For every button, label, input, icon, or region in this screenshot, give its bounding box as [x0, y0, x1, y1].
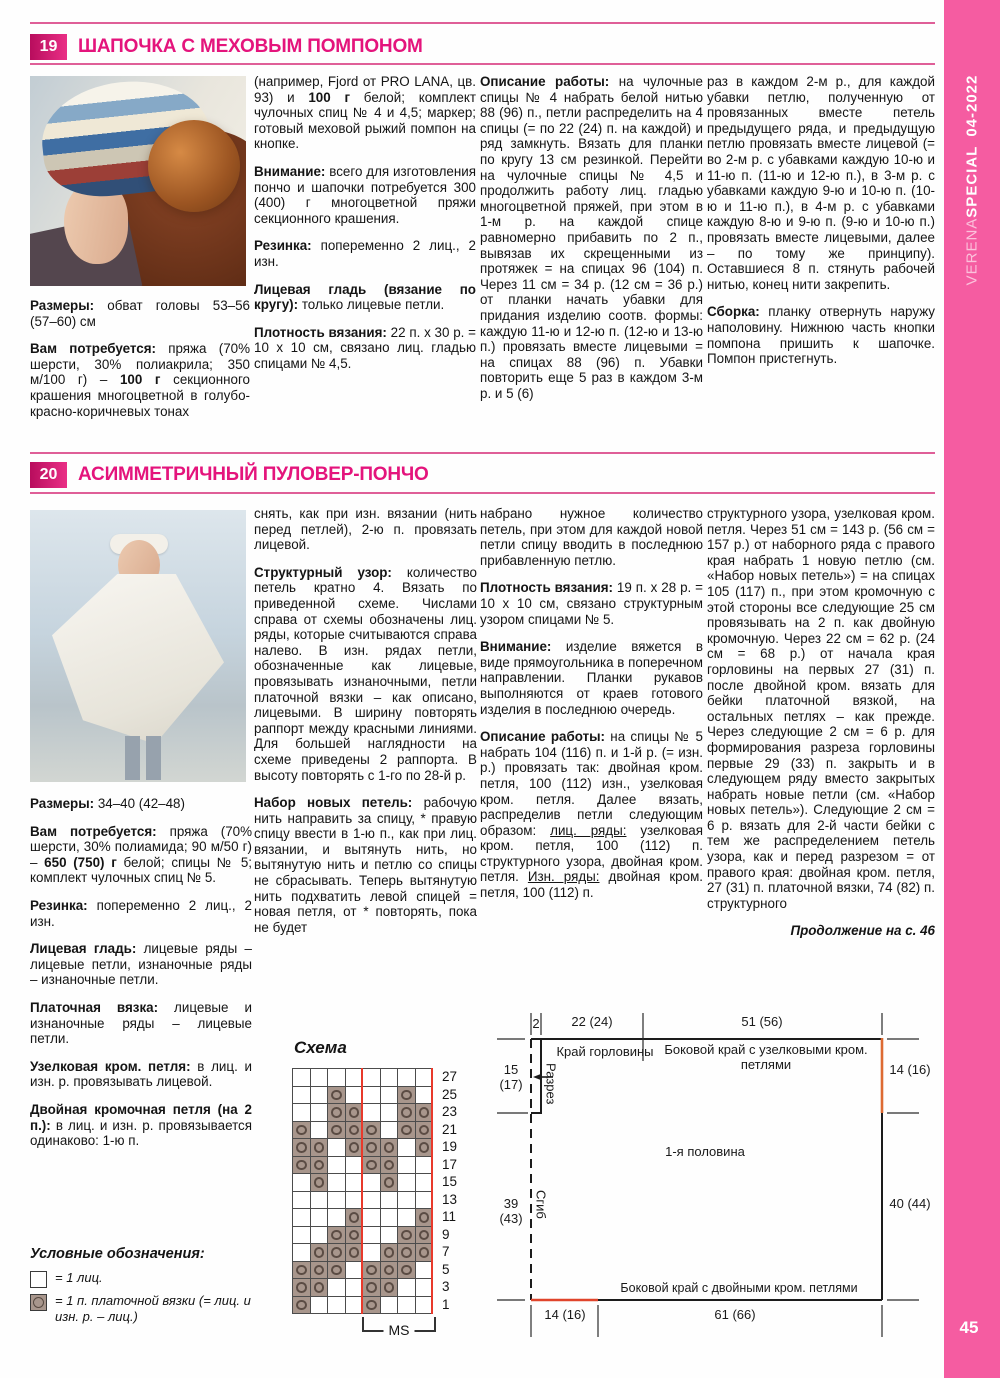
chart-row-number: 5: [442, 1261, 450, 1277]
chart-cell-knit: [415, 1191, 433, 1209]
chart-cell-garter: [415, 1138, 433, 1156]
white-poncho: [52, 574, 224, 744]
chart-cell-garter: [327, 1261, 345, 1279]
chart-cell-knit: [397, 1278, 415, 1296]
chart-cell-garter: [345, 1138, 363, 1156]
chart-cell-knit: [310, 1086, 328, 1104]
measure-top-right: 51 (56): [741, 1014, 783, 1029]
chart-row-number: 9: [442, 1226, 450, 1242]
chart-cell-knit: [362, 1191, 380, 1209]
pattern-19-badge: [30, 34, 67, 60]
slit-label: Разрез: [543, 1063, 559, 1105]
text-column-1: [30, 796, 252, 1161]
paragraph: Сборка: планку отвернуть наружу наполовину. Нижнюю часть кнопки помпона пришить к шапочке. Помпон пристегнуть.: [707, 304, 935, 367]
chart-cell-knit: [415, 1068, 433, 1086]
paragraph: снять, как при изн. вязании (нить перед петлей), 2-ю п. провязать лицевой.: [254, 506, 477, 553]
chart-cell-knit: [362, 1226, 380, 1244]
paragraph: Внимание: всего для изготовления пончо и шапочки потребуется 300 (400) г многоцветной пряжи секционного крашения.: [254, 163, 476, 226]
model-leg: [125, 736, 140, 780]
chart-row-number: 13: [442, 1191, 458, 1207]
chart-cell-garter: [380, 1173, 398, 1191]
legend-heading: Условные обозначения:: [30, 1246, 205, 1262]
chart-cell-knit: [380, 1191, 398, 1209]
header-rule-top: [30, 22, 935, 24]
chart-cell-garter: [362, 1278, 380, 1296]
chart-cell-garter: [292, 1261, 310, 1279]
brand-verena: VERENA: [963, 217, 981, 286]
brand-special: SPECIAL: [963, 145, 981, 218]
text-column-1: [30, 298, 250, 431]
chart-cell-knit: [292, 1086, 310, 1104]
chart-cell-garter: [397, 1226, 415, 1244]
measure-right-bottom: 40 (44): [889, 1196, 931, 1211]
paragraph: Двойная кромочная петля (на 2 п.): в лиц. и изн. р. провязывается одинаково: 1-ю п.: [30, 1101, 252, 1149]
chart-cell-knit: [327, 1296, 345, 1314]
chart-cell-knit: [362, 1103, 380, 1121]
paragraph: Внимание: изделие вяжется в виде прямоугольника в поперечном направлении. Планки рукавов выполняются от краев готового изделия в последнюю очередь.: [480, 639, 704, 717]
paragraph: Вам потребуется: пряжа (70% шерсти, 30% полиамида; 90 м/50 г) – 650 (750) г белой; спицы № 5; комплект чулочных спиц № 5.: [30, 823, 252, 886]
chart-cell-knit: [292, 1243, 310, 1261]
chart-cell-garter: [345, 1243, 363, 1261]
chart-row-number: 17: [442, 1156, 458, 1172]
chart-cell-knit: [292, 1191, 310, 1209]
knit-square-icon: [30, 1271, 47, 1288]
chart-row-number: 3: [442, 1279, 450, 1294]
chart-cell-garter: [415, 1208, 433, 1226]
chart-cell-garter: [362, 1156, 380, 1174]
header-rule-bottom: [30, 492, 935, 494]
chart-cell-garter: [380, 1156, 398, 1174]
chart-cell-garter: [362, 1121, 380, 1139]
chart-cell-garter: [380, 1138, 398, 1156]
knitting-chart: [292, 1038, 492, 1368]
chart-cell-garter: [380, 1243, 398, 1261]
paragraph: раз в каждом 2-м р., для каждой убавки петлю, полученную от провязанных вместе петель предыдущего ряда, и предыдущую петлю провязать вместе лицевой (= во 2-м р. с убавками каждую 10-ю и 11-ю п. (11-ю и 12-ю п.), в 3-м р. с убавками каждую 9-ю и 10-ю п. (10-ю и 11-ю п.), в 4-м р. с убавками каждую 8-ю и 9-ю п. (9-ю и 10-ю п.) провязать вместе лицевыми, далее – по тому же принципу). Оставшиеся 8 п. стянуть рабочей нитью, конец нити закрепить.: [707, 74, 935, 292]
text-column-3: [480, 506, 703, 913]
construction-schematic: [495, 1005, 945, 1355]
chart-cell-knit: [397, 1191, 415, 1209]
chart-cell-garter: [310, 1278, 328, 1296]
paragraph: Плотность вязания: 19 п. х 28 р. = 10 х 10 см, связано структурным узором спицами № 5.: [480, 580, 703, 627]
text-column-3: [480, 74, 703, 413]
chart-cell-knit: [415, 1086, 433, 1104]
chart-cell-knit: [345, 1191, 363, 1209]
chart-cell-knit: [362, 1243, 380, 1261]
legend-items: [30, 1270, 262, 1324]
chart-cell-garter: [327, 1086, 345, 1104]
chart-cell-garter: [380, 1261, 398, 1279]
chart-cell-knit: [327, 1278, 345, 1296]
chart-cell-knit: [415, 1278, 433, 1296]
paragraph: Лицевая гладь: лицевые ряды – лицевые петли, изнаночные ряды – изнаночные петли.: [30, 941, 253, 988]
chart-cell-knit: [310, 1226, 328, 1244]
chart-cell-garter: [397, 1243, 415, 1261]
paragraph: Платочная вязка: лицевые и изнаночные ряды – лицевые петли.: [30, 999, 252, 1047]
chart-cell-knit: [345, 1173, 363, 1191]
chart-cell-garter: [362, 1138, 380, 1156]
paragraph: Резинка: попеременно 2 лиц., 2 изн.: [254, 238, 476, 269]
repeat-bracket: [362, 1317, 436, 1338]
repeat-marker-line-right: [431, 1068, 433, 1314]
chart-cell-knit: [327, 1156, 345, 1174]
paragraph: Плотность вязания: 22 п. х 30 р. = 10 х 10 см, связано лиц. гладью спицами № 4,5.: [254, 324, 476, 371]
pattern-19-title: ШАПОЧКА С МЕХОВЫМ ПОМПОНОМ: [78, 36, 423, 57]
magazine-issue-vertical: [944, 30, 1000, 330]
paragraph: (например, Fjord от PRO LANA, цв. 93) и 100 г белой; комплект чулочных спиц № 4 и 4,5; маркер; готовый меховой рыжий помпон на кнопке.: [254, 74, 477, 152]
magazine-issue-text: [964, 75, 981, 286]
text-column-4: [707, 74, 935, 379]
chart-cell-garter: [310, 1173, 328, 1191]
neck-edge-label: Край горловины: [556, 1044, 654, 1059]
chart-cell-knit: [415, 1261, 433, 1279]
chart-cell-garter: [415, 1103, 433, 1121]
measure-left-top: 15 (17): [499, 1062, 523, 1092]
bottom-edge-label: Боковой край с двойными кром. петлями: [620, 1281, 858, 1295]
chart-cell-knit: [397, 1208, 415, 1226]
measure-right-top: 14 (16): [889, 1062, 931, 1077]
chart-row-number: 25: [442, 1086, 458, 1102]
repeat-marker-line-left: [361, 1068, 363, 1314]
chart-cell-garter: [415, 1121, 433, 1139]
half-label: 1-я половина: [665, 1144, 745, 1159]
chart-cell-garter: [345, 1208, 363, 1226]
chart-cell-garter: [292, 1121, 310, 1139]
chart-cell-knit: [415, 1156, 433, 1174]
chart-row-number: 23: [442, 1104, 458, 1119]
poncho-photo: [30, 510, 246, 782]
paragraph: Вам потребуется: пряжа (70% шерсти, 30% полиакрила; 350 м/100 г) – 100 г секционного крашения многоцветной в голубо-красно-коричневых тонах: [30, 341, 250, 419]
magazine-sidebar-strip: [944, 0, 1000, 1378]
measure-left-bottom: 39 (43): [499, 1196, 523, 1226]
chart-cell-garter: [380, 1278, 398, 1296]
legend-label: = 1 лиц.: [55, 1270, 103, 1285]
chart-cell-garter: [397, 1261, 415, 1279]
chart-cell-knit: [292, 1208, 310, 1226]
page-number: 45: [959, 1318, 979, 1337]
chart-cell-knit: [327, 1191, 345, 1209]
paragraph: Размеры: 34–40 (42–48): [30, 796, 185, 811]
chart-cell-knit: [327, 1173, 345, 1191]
chart-cell-knit: [380, 1296, 398, 1314]
chart-cell-knit: [380, 1068, 398, 1086]
chart-cell-knit: [415, 1296, 433, 1314]
chart-cell-knit: [397, 1138, 415, 1156]
chart-cell-knit: [362, 1068, 380, 1086]
fold-label: Сгиб: [533, 1190, 549, 1219]
chart-row-number: 19: [442, 1139, 458, 1154]
paragraph: Размеры: обват головы 53–56 (57–60) см: [30, 298, 250, 329]
schematic-outline: [531, 1039, 882, 1300]
chart-cell-garter: [292, 1156, 310, 1174]
chart-cell-garter: [292, 1138, 310, 1156]
chart-cell-garter: [327, 1121, 345, 1139]
chart-cell-knit: [327, 1068, 345, 1086]
chart-cell-garter: [310, 1156, 328, 1174]
paragraph: Описание работы: на чулочные спицы № 4 набрать белой нитью 88 (96) п., петли распределить на 4 спицы (= по 22 (24) п. на каждой) и ряд замкнуть. Вязать для планки по кругу 13 см резинкой. Перейти на чулочные спицы № 4,5 и продолжить работу лиц. гладью многоцветной пряжей, при этом в 1-м р. на каждой спице равномерно прибавить по 2 п., вывязав их скрещенными из протяжек = на спицах 96 (104) п. Через 11 см = 34 р. (12 см = 36 р.) от планки начать убавки для придания изделию соотв. формы: каждую 11-ю и 12-ю п. (12-ю и 13-ю п.) провязать вместе лицевыми = на спицах 88 (96) п. Убавки повторить еще 5 раз в каждом 3-м р. и 5 (6): [480, 74, 703, 401]
chart-cell-knit: [380, 1103, 398, 1121]
measure-bottom-left: 14 (16): [544, 1307, 586, 1322]
chart-cell-garter: [397, 1086, 415, 1104]
chart-cell-knit: [292, 1173, 310, 1191]
chart-cell-garter: [327, 1243, 345, 1261]
legend: [30, 1246, 262, 1329]
chart-cell-knit: [310, 1208, 328, 1226]
continuation-note: Продолжение на с. 46: [790, 923, 935, 939]
chart-cell-knit: [345, 1068, 363, 1086]
chart-cell-knit: [380, 1208, 398, 1226]
pattern-20-badge: [30, 462, 67, 488]
paragraph: Набор новых петель: рабочую нить направить за спицу, * правую спицу ввести в 1-ю п., как при лиц. вязании, и вытянуть нить, но вытянутую нить и петлю со спицы не сбрасывать. Теперь вытянутую нить подхватить левой спицей = новая петля, от * повторять, пока не будет: [254, 795, 478, 935]
measure-top-small: 2: [532, 1016, 540, 1031]
model-leg: [146, 736, 161, 780]
side-edge-top-label: Боковой край с узелковыми кром. петлями: [664, 1042, 868, 1072]
chart-cell-knit: [310, 1121, 328, 1139]
chart-row-number: 27: [442, 1069, 458, 1084]
paragraph: Резинка: попеременно 2 лиц., 2 изн.: [30, 897, 252, 929]
chart-row-number: 1: [442, 1296, 450, 1312]
chart-cell-knit: [397, 1068, 415, 1086]
chart-cell-knit: [380, 1086, 398, 1104]
chart-cell-garter: [345, 1226, 363, 1244]
header-rule-bottom: [30, 63, 935, 65]
chart-cell-knit: [397, 1156, 415, 1174]
chart-cell-garter: [415, 1226, 433, 1244]
chart-cell-knit: [310, 1103, 328, 1121]
chart-cell-knit: [380, 1121, 398, 1139]
paragraph: Лицевая гладь (вязание по кругу): только лицевые петли.: [254, 281, 476, 313]
legend-label: = 1 п. платочной вязки (= лиц. и изн. р. – лиц.): [55, 1293, 251, 1324]
chart-cell-garter: [327, 1226, 345, 1244]
chart-cell-garter: [397, 1103, 415, 1121]
chart-cell-garter: [310, 1261, 328, 1279]
chart-cell-knit: [327, 1208, 345, 1226]
chart-cell-knit: [345, 1278, 363, 1296]
text-column-4: [707, 506, 935, 939]
chart-cell-knit: [292, 1226, 310, 1244]
chart-cell-knit: [310, 1068, 328, 1086]
chart-cell-garter: [415, 1243, 433, 1261]
legend-item: [30, 1293, 262, 1324]
chart-cell-garter: [310, 1243, 328, 1261]
chart-cell-garter: [310, 1138, 328, 1156]
chart-cell-garter: [292, 1296, 310, 1314]
chart-cell-knit: [362, 1086, 380, 1104]
paragraph: Описание работы: на спицы № 5 набрать 104 (116) п. и 1-й р. (= изн. р.) провязать так: двойная кром. петля, 100 (112) изн., узелковая кром. петля. Далее вязать, распределив петли следующим образом: лиц. ряды: узелковая кром. петля, 100 (112) п. структурного узора, двойная кром. петля. Изн. ряды: двойная кром. петля, 100 (112) п.: [480, 729, 703, 901]
measure-bottom-right: 61 (66): [714, 1307, 756, 1322]
chart-cell-knit: [362, 1208, 380, 1226]
repeat-label: MS: [384, 1322, 415, 1338]
pattern-19-number: 19: [39, 38, 58, 55]
paragraph: Узелковая кром. петля: в лиц. и изн. р. провязывать лицевой.: [30, 1058, 252, 1090]
text-column-2: [254, 74, 476, 384]
pattern-20-number: 20: [39, 466, 58, 483]
header-rule-top: [30, 452, 935, 454]
chart-cell-garter: [362, 1296, 380, 1314]
chart-row-number: 7: [442, 1244, 450, 1259]
chart-cell-knit: [380, 1226, 398, 1244]
chart-title: Схема: [294, 1038, 347, 1057]
chart-row-number: 11: [442, 1209, 457, 1224]
chart-cell-knit: [292, 1068, 310, 1086]
chart-cell-knit: [345, 1156, 363, 1174]
chart-cell-knit: [310, 1296, 328, 1314]
chart-row-number: 21: [442, 1121, 458, 1137]
hat-photo: [30, 76, 246, 286]
chart-cell-knit: [327, 1138, 345, 1156]
chart-cell-knit: [397, 1296, 415, 1314]
issue-number: 04-2022: [963, 74, 981, 137]
garter-square-icon: [30, 1294, 47, 1311]
chart-cell-knit: [310, 1191, 328, 1209]
chart-cell-garter: [362, 1261, 380, 1279]
chart-cell-knit: [362, 1173, 380, 1191]
pattern-20-title: АСИММЕТРИЧНЫЙ ПУЛОВЕР-ПОНЧО: [78, 464, 429, 485]
chart-cell-knit: [415, 1173, 433, 1191]
legend-item: [30, 1270, 262, 1288]
measure-top-mid: 22 (24): [571, 1014, 613, 1029]
chart-cell-garter: [397, 1121, 415, 1139]
chart-cell-knit: [397, 1173, 415, 1191]
chart-cell-knit: [292, 1103, 310, 1121]
chart-row-numbers: [442, 1068, 472, 1313]
chart-cell-knit: [345, 1296, 363, 1314]
paragraph: Структурный узор: количество петель кратно 4. Вязать по приведенной схеме. Числами справа от схемы обозначены лиц. ряды, которые считываются справа налево. В изн. рядах петли, обозначенные как лицевые, провязывать изнаночными, петли платочной вязки – как описано, лицевыми. В ширину повторять раппорт между красными линиями. Для большей наглядности на схеме приведены 2 раппорта. В высоту повторять с 1-го по 28-й р.: [254, 564, 478, 783]
chart-cell-garter: [345, 1103, 363, 1121]
chart-cell-garter: [327, 1103, 345, 1121]
chart-row-number: 15: [442, 1174, 458, 1189]
fur-pompom: [148, 120, 240, 212]
chart-cell-garter: [292, 1278, 310, 1296]
chart-cell-knit: [345, 1086, 363, 1104]
paragraph: структурного узора, узелковая кром. петля. Через 51 см = 143 р. (56 см = 157 р.) от наборного ряда с правого края набрать 1 новую петлю (см. «Набор новых петель») = на спицах 105 (117) п., при этом кромочную с этой стороны все следующие 25 см провязывать на 2 п. как двойную кромочную. Через 22 см = 62 р. (24 см = 68 р.) от начала края горловины на первых 27 (31) п. после двойной кром. вязать для бейки платочной вязкой, на остальных петлях – как прежде. Через следующие 2 см = 6 р. для формирования разреза горловины первые 29 (33) п. закрыть и в следующем ряду вместо закрытых набрать новые петли (см. «Набор новых петель»). Следующие 2 см = 6 р. вязать для 2-й части бейки с тем же распределением петель узора, как и перед разрезом = от правого края: двойная кром. петля, 27 (31) п. платочной вязки, 74 (82) п. структурного: [707, 506, 935, 911]
chart-cell-knit: [345, 1261, 363, 1279]
paragraph: набрано нужное количество петель, при этом для каждой новой петли спицу вводить в последнюю прибавленную петлю.: [480, 506, 703, 568]
chart-cell-garter: [345, 1121, 363, 1139]
text-column-2: [254, 506, 477, 947]
